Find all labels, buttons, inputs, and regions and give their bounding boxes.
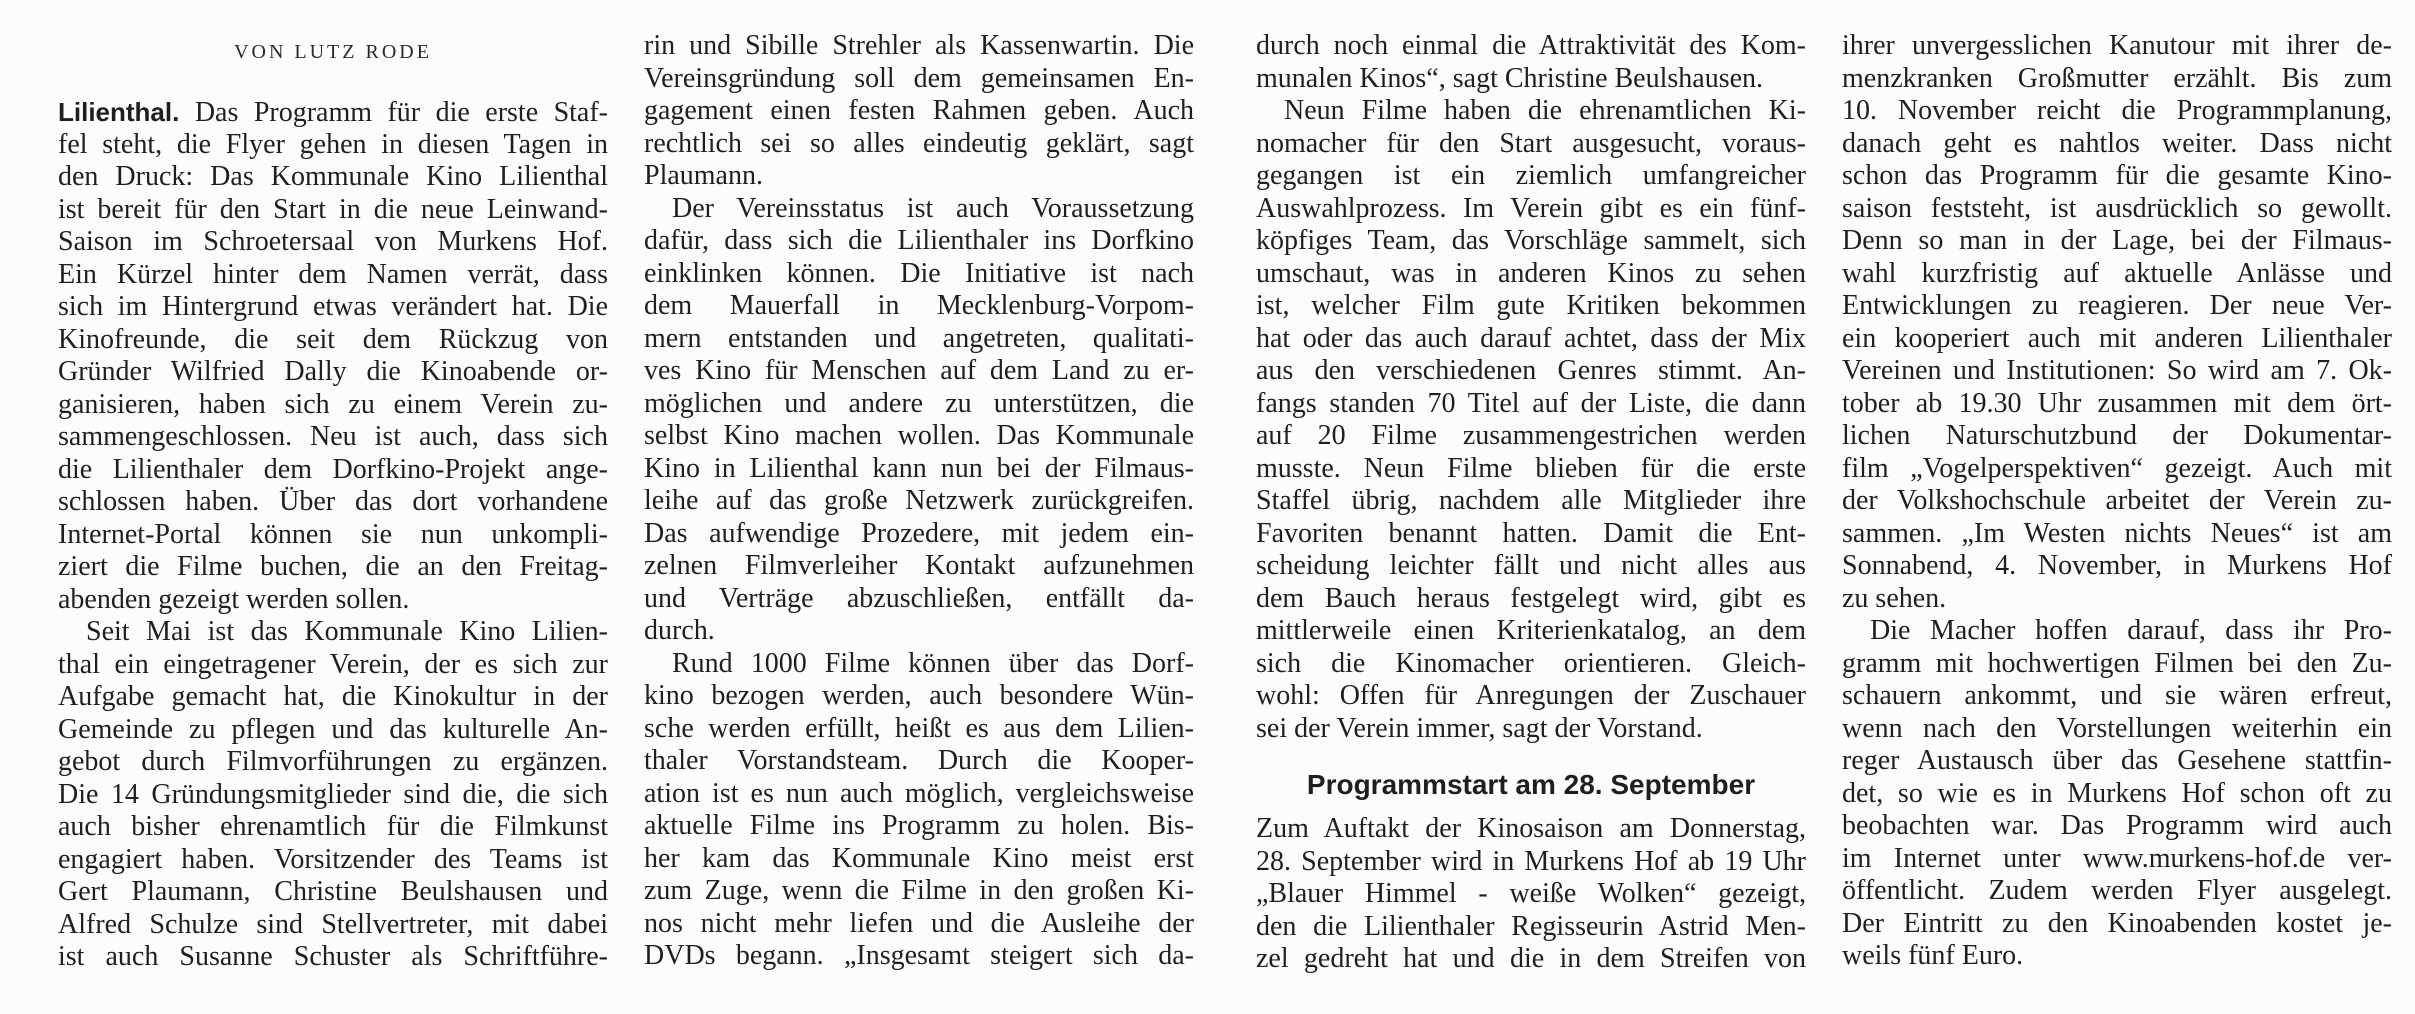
text-line: rechtlich sei so alles eindeutig geklärt, sagt	[644, 127, 1194, 159]
paragraph	[644, 648, 1194, 973]
text-line: möglichen und andere zu unterstützen, die	[644, 387, 1194, 419]
text-line: Auswahlprozess. Im Verein gibt es ein fünf-	[1256, 192, 1806, 224]
text-line: lichen Naturschutzbund der Dokumentar-	[1842, 420, 2392, 451]
paragraph	[644, 193, 1194, 648]
text-line: Favoriten benannt hatten. Damit die Ent-	[1256, 517, 1806, 549]
text-line: Kinofreunde, die seit dem Rückzug von	[58, 323, 608, 355]
text-line: auf 20 Filme zusammengestrichen werden	[1256, 420, 1806, 451]
text-line: Das aufwendige Prozedere, mit jedem ein-	[644, 517, 1194, 549]
text-line: Der Eintritt zu den Kinoabenden kostet je-	[1842, 907, 2392, 939]
text-line: saison feststeht, ist ausdrücklich so gewollt.	[1842, 192, 2392, 224]
text-line: mern entstanden und angetreten, qualitati-	[644, 322, 1194, 354]
paragraph	[1256, 95, 1806, 745]
text-line: den Druck: Das Kommunale Kino Lilienthal	[58, 161, 608, 192]
text-line: zum Zuge, wenn die Filme in den großen Ki-	[644, 875, 1194, 906]
text-line: fangs standen 70 Titel auf der Liste, die dann	[1256, 387, 1806, 419]
text-line: 28. September wird in Murkens Hof ab 19 Uhr	[1256, 845, 1806, 877]
text-line: ist bereit für den Start in die neue Leinwand-	[58, 193, 608, 225]
text-line: Die Macher hoffen darauf, dass ihr Pro-	[1870, 615, 2392, 646]
text-line: Gründer Wilfried Dally die Kinoabende or-	[58, 356, 608, 387]
text-line: rin und Sibille Strehler als Kassenwartin. Die	[644, 30, 1194, 61]
text-line: dem Bauch heraus festgelegt wird, gibt es	[1256, 582, 1806, 614]
text-line: zelnen Filmverleiher Kontakt aufzunehmen	[644, 550, 1194, 581]
text-line: thal ein eingetragener Verein, der es sich zur	[58, 648, 608, 680]
text-line: abenden gezeigt werden sollen.	[58, 583, 410, 615]
text-line: den die Lilienthaler Regisseurin Astrid Men-	[1256, 910, 1806, 942]
text-line: ation ist es nun auch möglich, vergleichsweise	[644, 777, 1194, 809]
text-line: schlossen haben. Über das dort vorhandene	[58, 486, 608, 517]
paragraph	[1842, 615, 2392, 973]
paragraph	[1842, 30, 2392, 615]
text-line: Vereinsgründung soll dem gemeinsamen En-	[644, 62, 1194, 94]
text-line: thaler Vorstandsteam. Durch die Kooper-	[644, 745, 1194, 776]
text-line: wahl kurzfristig auf aktuelle Anlässe und	[1842, 257, 2392, 289]
text-line: dem Mauerfall in Mecklenburg-Vorpom-	[644, 290, 1194, 321]
text-line: schon das Programm für die gesamte Kino-	[1842, 160, 2392, 191]
text-line: öffentlicht. Zudem werden Flyer ausgelegt.	[1842, 875, 2392, 906]
text-line: aus den verschiedenen Genres stimmt. An-	[1256, 355, 1806, 386]
text-line: einklinken können. Die Initiative ist nach	[644, 257, 1194, 289]
text-line: menzkranken Großmutter erzählt. Bis zum	[1842, 62, 2392, 94]
text-line: weils fünf Euro.	[1842, 940, 2024, 971]
text-line: gramm mit hochwertigen Filmen bei den Zu-	[1842, 647, 2392, 679]
text-line: Vereinen und Institutionen: So wird am 7. Ok-	[1842, 355, 2392, 386]
text-line: die Lilienthaler dem Dorfkino-Projekt ange-	[58, 453, 608, 485]
text-line: danach geht es nahtlos weiter. Dass nicht	[1842, 127, 2392, 159]
article-column	[1842, 30, 2392, 973]
text-line: Die 14 Gründungsmitglieder sind die, die sich	[58, 778, 608, 810]
text-line: durch noch einmal die Attraktivität des Kom-	[1256, 30, 1806, 61]
paragraph	[58, 96, 608, 616]
text-line: selbst Kino machen wollen. Das Kommunale	[644, 420, 1194, 451]
text-line: Seit Mai ist das Kommunale Kino Lilien-	[86, 616, 608, 647]
paragraph	[1256, 30, 1806, 95]
text-line: ihrer unvergesslichen Kanutour mit ihrer de-	[1842, 30, 2392, 61]
text-line: der Volkshochschule arbeitet der Verein zu-	[1842, 485, 2392, 516]
text-line: DVDs begann. „Insgesamt steigert sich da-	[644, 940, 1194, 971]
text-line: nos nicht mehr liefen und die Ausleihe der	[644, 907, 1194, 939]
text-line: Rund 1000 Filme können über das Dorf-	[672, 647, 1194, 679]
text-line: Der Vereinsstatus ist auch Voraussetzung	[672, 192, 1194, 224]
article-column	[1256, 30, 1806, 976]
text-line: Entwicklungen zu reagieren. Der neue Ver-	[1842, 290, 2392, 321]
text-line: gagement einen festen Rahmen geben. Auch	[644, 95, 1194, 126]
text-line: sich die Kinomacher orientieren. Gleich-	[1256, 647, 1806, 679]
text-line: im Internet unter www.murkens-hof.de ver-	[1842, 842, 2392, 874]
text-line: Gemeinde zu pflegen und das kulturelle An-	[58, 713, 608, 745]
text-line: Staffel übrig, nachdem alle Mitglieder ihre	[1256, 485, 1806, 516]
text-line: ziert die Filme buchen, die an den Freitag-	[58, 551, 608, 582]
article-column	[58, 96, 608, 974]
dateline: Lilienthal.	[58, 97, 180, 127]
text-line: und Verträge abzuschließen, entfällt da-	[644, 582, 1194, 614]
text-line: durch.	[644, 615, 715, 646]
text-line: Denn so man in der Lage, bei der Filmaus-	[1842, 225, 2392, 256]
text-line: Alfred Schulze sind Stellvertreter, mit dabei	[58, 908, 608, 940]
text-line: wohl: Offen für Anregungen der Zuschauer	[1256, 680, 1806, 711]
text-line: gebot durch Filmvorführungen zu ergänzen.	[58, 746, 608, 777]
text-line: 10. November reicht die Programmplanung,	[1842, 95, 2392, 126]
text-line: ganisieren, haben sich zu einem Verein zu-	[58, 388, 608, 420]
text-line: sei der Verein immer, sagt der Vorstand.	[1256, 712, 1703, 744]
text-line: Ein Kürzel hinter dem Namen verrät, dass	[58, 258, 608, 290]
text-line	[58, 96, 608, 129]
text-line: sche werden erfüllt, heißt es aus dem Lilien-	[644, 712, 1194, 744]
text-line: Sonnabend, 4. November, in Murkens Hof	[1842, 550, 2392, 581]
text-line: det, so wie es in Murkens Hof schon oft zu	[1842, 777, 2392, 809]
text-line: Zum Auftakt der Kinosaison am Donnerstag,	[1256, 813, 1806, 844]
text-line: engagiert haben. Vorsitzender des Teams ist	[58, 843, 608, 875]
text-line: tober ab 19.30 Uhr zusammen mit dem ört-	[1842, 387, 2392, 419]
text-line: aktuelle Filme ins Programm zu holen. Bis-	[644, 810, 1194, 841]
text-line: hat oder das auch darauf achtet, dass der Mix	[1256, 322, 1806, 354]
text-line: scheidung leichter fällt und nicht alles aus	[1256, 550, 1806, 581]
text-line: ist, welcher Film gute Kritiken bekommen	[1256, 290, 1806, 321]
text-line: „Blauer Himmel - weiße Wolken“ gezeigt,	[1256, 878, 1806, 909]
text-line: sich im Hintergrund etwas verändert hat. Die	[58, 291, 608, 322]
text-line: sammengeschlossen. Neu ist auch, dass sich	[58, 421, 608, 452]
text-line: zu sehen.	[1842, 582, 1947, 614]
text-line: Saison im Schroetersaal von Murkens Hof.	[58, 226, 608, 257]
text-line: gegangen ist ein ziemlich umfangreicher	[1256, 160, 1806, 191]
text-line: beobachten war. Das Programm wird auch	[1842, 810, 2392, 841]
text-line: munalen Kinos“, sagt Christine Beulshausen.	[1256, 62, 1764, 94]
paragraph	[644, 30, 1194, 193]
subheading: Programmstart am 28. September	[1306, 769, 1756, 800]
text-line: Neun Filme haben die ehrenamtlichen Ki-	[1284, 95, 1806, 126]
article-column	[644, 30, 1194, 973]
text-line: Aufgabe gemacht hat, die Kinokultur in der	[58, 681, 608, 712]
text-line: zel gedreht hat und die in dem Streifen von	[1256, 943, 1806, 974]
text-line: kino bezogen werden, auch besondere Wün-	[644, 680, 1194, 711]
text-line-content: Das Programm für die erste Staf-	[194, 97, 609, 128]
text-line: Kino in Lilienthal kann nun bei der Filmaus-	[644, 452, 1194, 484]
text-line: auch bisher ehrenamtlich für die Filmkunst	[58, 811, 608, 842]
text-line: köpfiges Team, das Vorschläge sammelt, sich	[1256, 225, 1806, 256]
text-line: nomacher für den Start ausgesucht, voraus-	[1256, 127, 1806, 159]
paragraph	[58, 616, 608, 974]
text-line: ein kooperiert auch mit anderen Lilienthaler	[1842, 322, 2392, 354]
byline: VON LUTZ RODE	[234, 41, 432, 63]
text-line: reger Austausch über das Gesehene stattfin-	[1842, 745, 2392, 776]
text-line: sammen. „Im Westen nichts Neues“ ist am	[1842, 517, 2392, 549]
paragraph	[1256, 813, 1806, 976]
text-line: Plaumann.	[644, 160, 763, 191]
text-line: schauern ankommt, und sie wären erfreut,	[1842, 680, 2392, 711]
text-line: leihe auf das große Netzwerk zurückgreifen.	[644, 485, 1194, 516]
text-line: fel steht, die Flyer gehen in diesen Tagen in	[58, 128, 608, 160]
text-line: ist auch Susanne Schuster als Schriftführe-	[58, 941, 608, 972]
text-line: her kam das Kommunale Kino meist erst	[644, 842, 1194, 874]
text-line: musste. Neun Filme blieben für die erste	[1256, 452, 1806, 484]
text-line: film „Vogelperspektiven“ gezeigt. Auch mit	[1842, 452, 2392, 484]
text-line: dafür, dass sich die Lilienthaler ins Dorfkino	[644, 225, 1194, 256]
text-line: ves Kino für Menschen auf dem Land zu er-	[644, 355, 1194, 386]
text-line: wenn nach den Vorstellungen weiterhin ein	[1842, 712, 2392, 744]
text-line: mittlerweile einen Kriterienkatalog, an dem	[1256, 615, 1806, 646]
text-line: Gert Plaumann, Christine Beulshausen und	[58, 876, 608, 907]
text-line: umschaut, was in anderen Kinos zu sehen	[1256, 257, 1806, 289]
text-line: Internet-Portal können sie nun unkompli-	[58, 518, 608, 550]
